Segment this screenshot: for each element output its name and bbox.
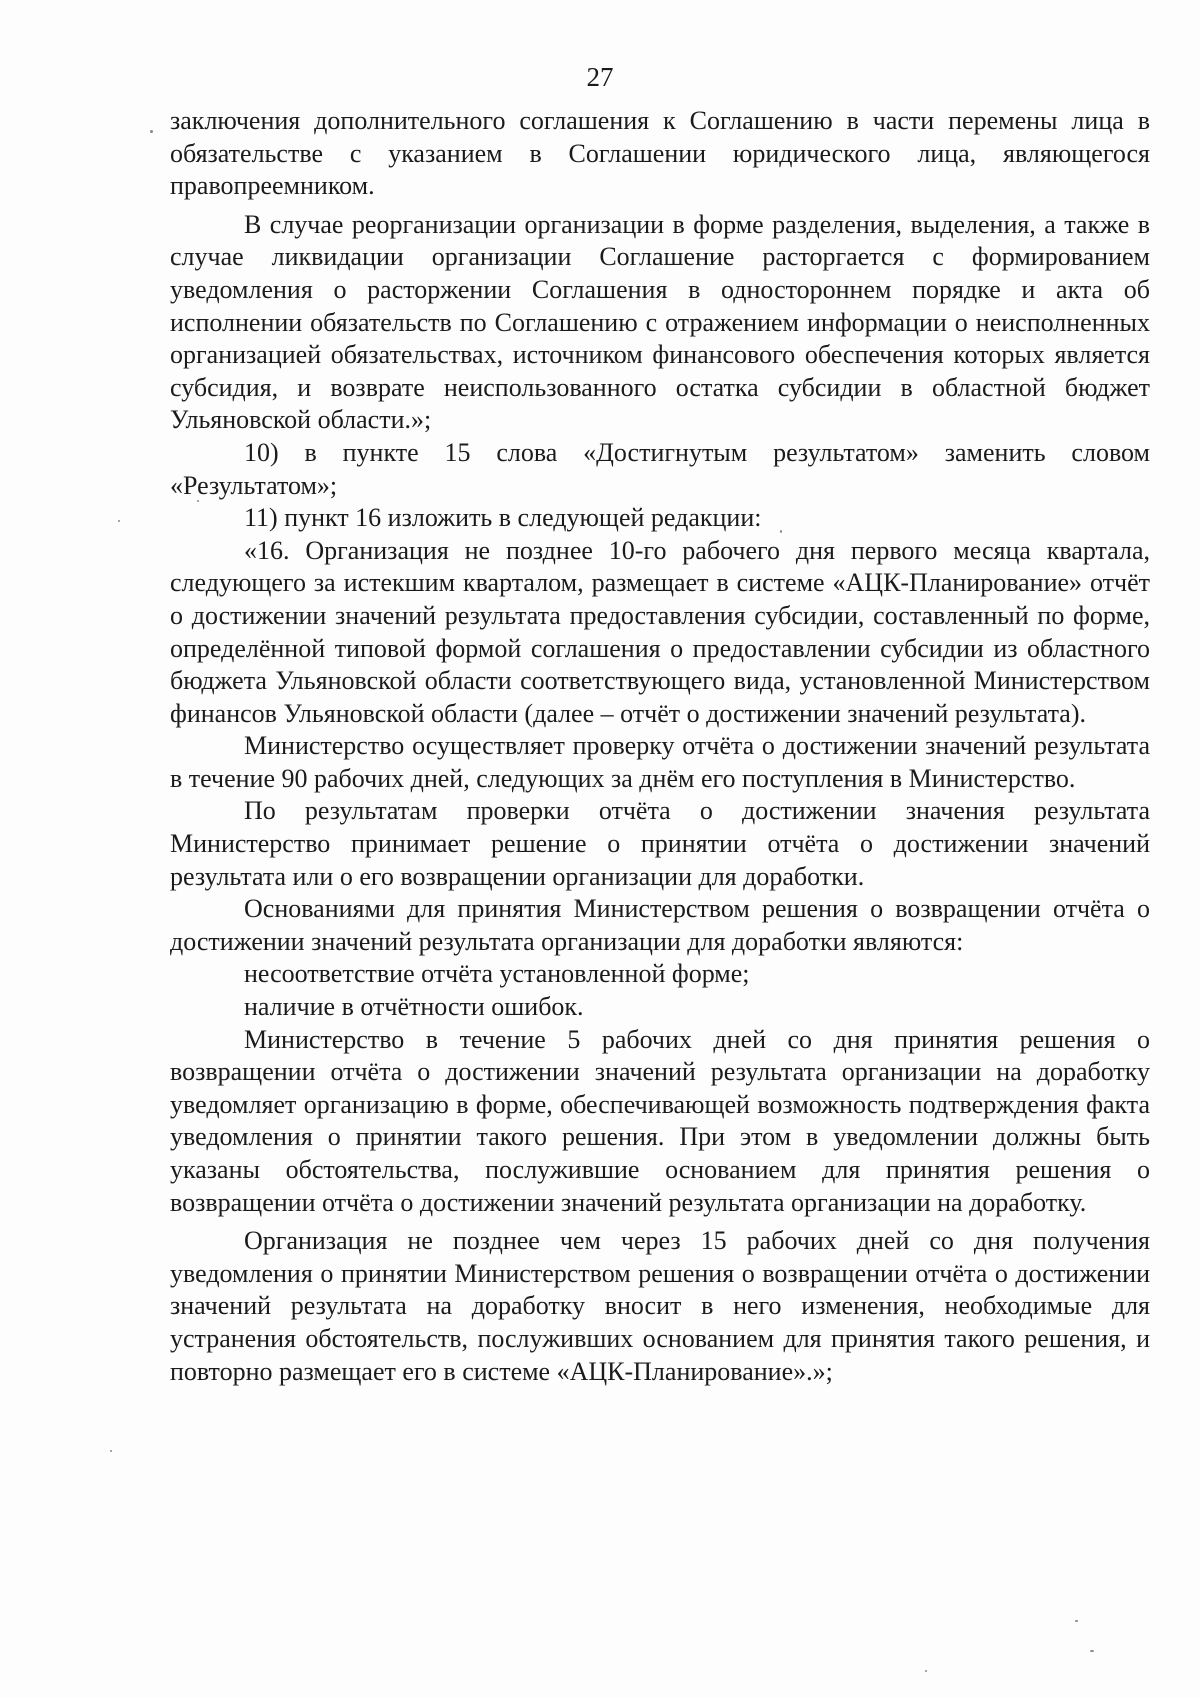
document-body	[170, 105, 1150, 1388]
scan-speck	[118, 520, 120, 522]
paragraph-4: 11) пункт 16 изложить в следующей редакции:	[244, 503, 762, 533]
scan-speck	[780, 530, 782, 533]
paragraph-12: Организация не позднее чем через 15 рабочих дней со дня получения уведомления о принятии Министерством решения о возвращении отчёта о достижении значений результата на доработку вносит в него изменения, необходимые для устранения обстоятельств, послуживших основанием для принятия такого решения, и повторно размещает его в системе «АЦК-Планирование».»;	[170, 1226, 1150, 1386]
paragraph-5: «16. Организация не позднее 10-го рабочего дня первого месяца квартала, следующего за истекшим кварталом, размещает в системе «АЦК-Планирование» отчёт о достижении значений результата предоставления субсидии, составленный по форме, определённой типовой формой соглашения о предоставлении субсидии из областного бюджета Ульяновской области соответствующего вида, установленной Министерством финансов Ульяновской области (далее – отчёт о достижении значений результата).	[170, 535, 1150, 728]
paragraph-7: По результатам проверки отчёта о достижении значения результата Министерство принимает решение о принятии отчёта о достижении значений результата или о его возвращении организации для доработки.	[170, 796, 1150, 891]
paragraph-3: 10) в пункте 15 слова «Достигнутым результатом» заменить словом «Результатом»;	[170, 437, 1150, 500]
scan-speck	[1075, 1620, 1078, 1622]
scan-speck	[925, 1670, 927, 1672]
paragraph-11: Министерство в течение 5 рабочих дней со дня принятия решения о возвращении отчёта о достижении значений результата организации на доработку уведомляет организацию в форме, обеспечивающей возможность подтверждения факта уведомления о принятии такого решения. При этом в уведомлении должны быть указаны обстоятельства, послужившие основанием для принятия решения о возвращении отчёта о достижении значений результата организации на доработку.	[170, 1024, 1150, 1217]
scan-speck	[1090, 1650, 1094, 1652]
paragraph-9: несоответствие отчёта установленной форме;	[244, 959, 750, 989]
scan-speck	[197, 500, 199, 502]
scan-speck	[150, 130, 153, 133]
paragraph-8: Основаниями для принятия Министерством решения о возвращении отчёта о достижении значений результата организации для доработки являются:	[170, 894, 1150, 956]
page-number: 27	[586, 62, 614, 92]
paragraph-6: Министерство осуществляет проверку отчёта о достижении значений результата в течение 90 рабочих дней, следующих за днём его поступления в Министерство.	[170, 731, 1150, 793]
paragraph-2: В случае реорганизации организации в форме разделения, выделения, а также в случае ликвидации организации Соглашение расторгается с формированием уведомления о расторжении Соглашения в одностороннем порядке и акта об исполнении обязательств по Соглашению с отражением информации о неисполненных организацией обязательствах, источником финансового обеспечения которых является субсидия, и возврате неиспользованного остатка субсидии в областной бюджет Ульяновской области.»;	[170, 209, 1150, 435]
paragraph-10: наличие в отчётности ошибок.	[244, 992, 584, 1022]
scan-speck	[110, 1450, 112, 1452]
paragraph-1: заключения дополнительного соглашения к Соглашению в части перемены лица в обязательстве с указанием в Соглашении юридического лица, являющегося правопреемником.	[170, 106, 1150, 201]
